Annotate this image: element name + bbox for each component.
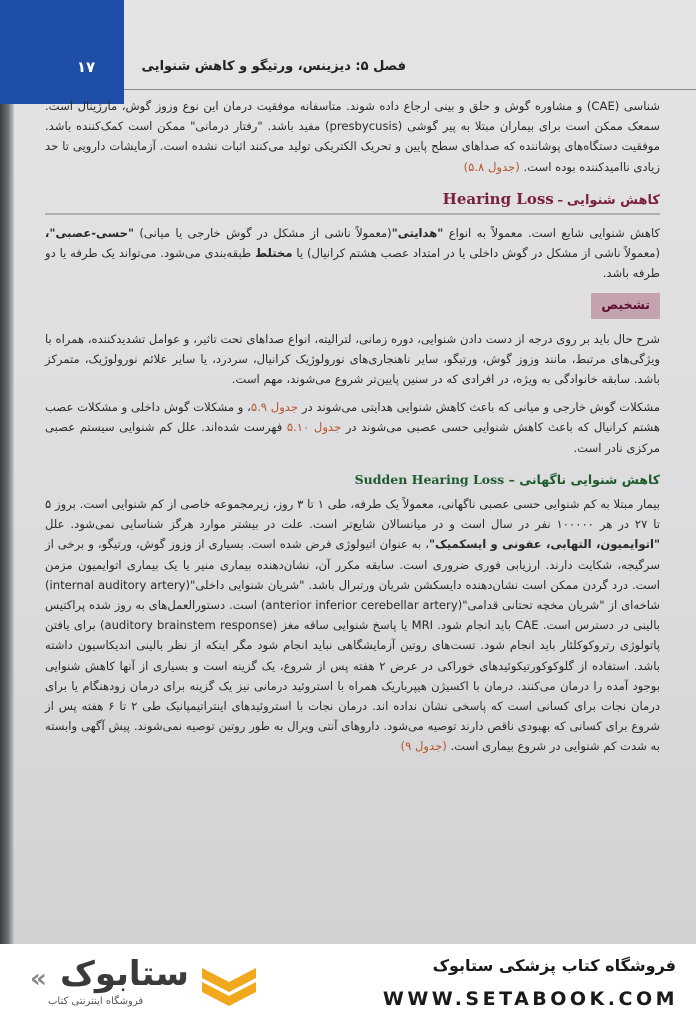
header-divider bbox=[124, 89, 696, 90]
store-banner bbox=[0, 944, 696, 1024]
page-body bbox=[45, 96, 660, 757]
chapter-title: فصل ۵: دیزینس، ورتیگو و کاهش شنوایی bbox=[141, 59, 406, 74]
logo-word: ستابوک bbox=[60, 954, 189, 994]
double-chevron-icon: « bbox=[30, 964, 47, 994]
chevron-logo-icon bbox=[194, 962, 264, 1010]
table-reference: جدول ۵.۹ bbox=[250, 400, 299, 415]
subheading-en: Sudden Hearing Loss bbox=[354, 471, 505, 487]
text-run: فهرست شده‌اند. علل کم شنوایی سیستم عصبی مرکزی نادر است. bbox=[45, 420, 660, 455]
text-run: طبقه‌بندی می‌شود. می‌تواند یک طرفه یا دو bbox=[45, 246, 252, 261]
store-logo[interactable] bbox=[0, 944, 190, 1024]
heading-en: Hearing Loss bbox=[442, 189, 554, 208]
intro-paragraph bbox=[45, 96, 660, 177]
text-run: بیمار مبتلا به کم شنوایی حسی عصبی ناگهانی، معمولاً یک طرفه، طی ۱ تا ۳ روز، زیرمجموعه خاصی از کم شنوایی است. بروز ۵ تا ۲۷ در هر ۱۰۰۰۰۰ نفر در سال است و در میانسالان شایع‌تر است. علت در بیشتر موارد هرگز شناسایی نمی‌شود. علل bbox=[45, 497, 660, 532]
term-etiologies: "اتوایمیون، التهابی، عفونی و ایسکمیک" bbox=[428, 537, 660, 552]
page-header bbox=[0, 48, 696, 90]
subheading-dash: – bbox=[508, 471, 515, 487]
diagnosis-heading: تشخیص bbox=[591, 293, 660, 318]
text-run: طرفه باشد. bbox=[602, 266, 660, 281]
term-conductive: "هدایتی" bbox=[391, 225, 444, 240]
text-run: (معمولاً ناشی از مشکل در گوش خارجی یا میانی) bbox=[139, 225, 392, 240]
page-number: ۱۷ bbox=[76, 58, 96, 76]
table-reference: جدول ۵.۱۰ bbox=[286, 420, 342, 435]
diagnosis-paragraph-2 bbox=[45, 397, 660, 458]
shop-url-link[interactable]: WWW.SETABOOK.COM bbox=[382, 988, 678, 1010]
table-reference: (جدول ۵.۸) bbox=[463, 159, 520, 174]
diagnosis-paragraph-1: شرح حال باید بر روی درجه از دست دادن شنوایی، دوره زمانی، لترالیته، انواع صداهای تحت تاثیر، و عوامل تشدیدکننده، همراه با ویژگی‌های مرتبط، مانند وزوز گوش، ورتیگو، سایر ناهنجاری‌های نورولوژیک کرانیال، سردرد، یا سایر علائم نورولوژیک، متمرکز باشد. سابقه خانوادگی به ویژه، در افرادی که در سنین پایین‌تر شروع می‌شوند، مهم است. bbox=[45, 331, 660, 387]
text-run: ، به عنوان اتیولوژی فرض شده است. بسیاری از وزوز گوش، ورتیگو، و برخی از سرگیجه، شکایت دارند. ارزیابی فوری ضروری است. سابقه مکرر آن، نشان‌دهنده بیماری منیر یا یک بیماری اتوایمیون مزمن است. درد گردن ممکن است نشان‌دهنده دایسکشن شریان ورتبرال باشد. "شریان شنوایی داخلی"(internal auditory artery) شاخه‌ای از "شریان مخچه تحتانی قدامی"(anterior inferior cerebellar artery) است. دستورالعمل‌های به روز شده پراکتیس بالینی در دسترس است. CAE باید انجام شود. MRI یا پاسخ شنوایی ساقه مغز (auditory brainstem response) برای یافتن پاتولوژی رتروکوکلئار باید انجام شود. تست‌های روتین آزمایشگاهی نباید انجام شود مگر اینکه از نظر بالینی اندیکاسیون داشته باشد. استفاده از گلوکوکورتیکوئیدهای خوراکی در عرض ۲ هفته پس از شروع، یک گزینه است و بسیاری از آنها کاهش شنوایی بوجود آمده را درمان می‌کنند. درمان با اکسیژن هیپرباریک همراه با استروئید درمانی نیز یک گزینه برای درمان زودهنگام یا برای درمان نجات برای کسانی است که پاسخی نشان نداده اند. درمان نجات با استروئیدهای اینتراتیمپانیک طی ۲ تا ۶ هفته پس از شروع برای کسانی که بهبودی ناقص دارند توصیه می‌شود. داروهای آنتی ویرال به طور روتین توصیه نمی‌شوند. پیش آگهی وابسته به شدت کم شنوایی در شروع بیماری است. bbox=[45, 537, 660, 754]
text-run: مشکلات گوش خارجی و میانی که باعث کاهش شنوایی هدایتی می‌شوند در bbox=[301, 400, 660, 415]
table-reference: (جدول ۹) bbox=[400, 739, 447, 754]
sudden-hearing-loss-paragraph bbox=[45, 494, 660, 757]
hearing-loss-paragraph bbox=[45, 223, 660, 284]
term-mixed: مختلط bbox=[255, 246, 293, 261]
intro-line-2: سمعک ممکن است برای بیماران مبتلا به پیر گوشی (presbycusis) مفید باشد. "رفتار درمانی" ممکن است کمک‌کننده باشد. bbox=[45, 119, 660, 134]
logo-subtitle: فروشگاه اینترنتی کتاب bbox=[48, 996, 144, 1007]
heading-fa: کاهش شنوایی bbox=[566, 192, 660, 208]
heading-dash: – bbox=[557, 192, 564, 207]
intro-line-3: موفقیت دستگاه‌های پوشاننده که صداهای سطح پایین و تحریک الکتریکی تولید می‌کنند اثبات نشده است. آزمایشات دارویی تا bbox=[62, 139, 660, 154]
section-heading-hearing-loss bbox=[45, 189, 660, 215]
subheading-fa: کاهش شنوایی ناگهانی bbox=[519, 471, 660, 487]
text-run: ، و مشکلات گوش داخلی و مشکلات عصب هشتم کرانیال که باعث کاهش شنوایی حسی عصبی می‌شوند در bbox=[45, 400, 660, 435]
shop-name: فروشگاه کتاب پزشکی ستابوک bbox=[432, 956, 676, 975]
intro-line-4: حد زیادی ناامیدکننده بوده است. bbox=[45, 139, 660, 174]
text-run: (معمولاً ناشی از مشکل در گوش داخلی یا در امتداد عصب هشتم کرانیال) یا bbox=[296, 246, 661, 261]
subheading-sudden-hearing-loss bbox=[45, 470, 660, 490]
term-sensorineural: "حسی-عصبی"، bbox=[45, 225, 134, 240]
text-run: کاهش شنوایی شایع است. معمولاً به انواع bbox=[448, 225, 661, 240]
intro-line-1: شناسی (CAE) و مشاوره گوش و حلق و بینی ارجاع داده شوند. متاسفانه موفقیت درمان این نوع وزوز گوش، مارژینال است. bbox=[45, 99, 660, 113]
